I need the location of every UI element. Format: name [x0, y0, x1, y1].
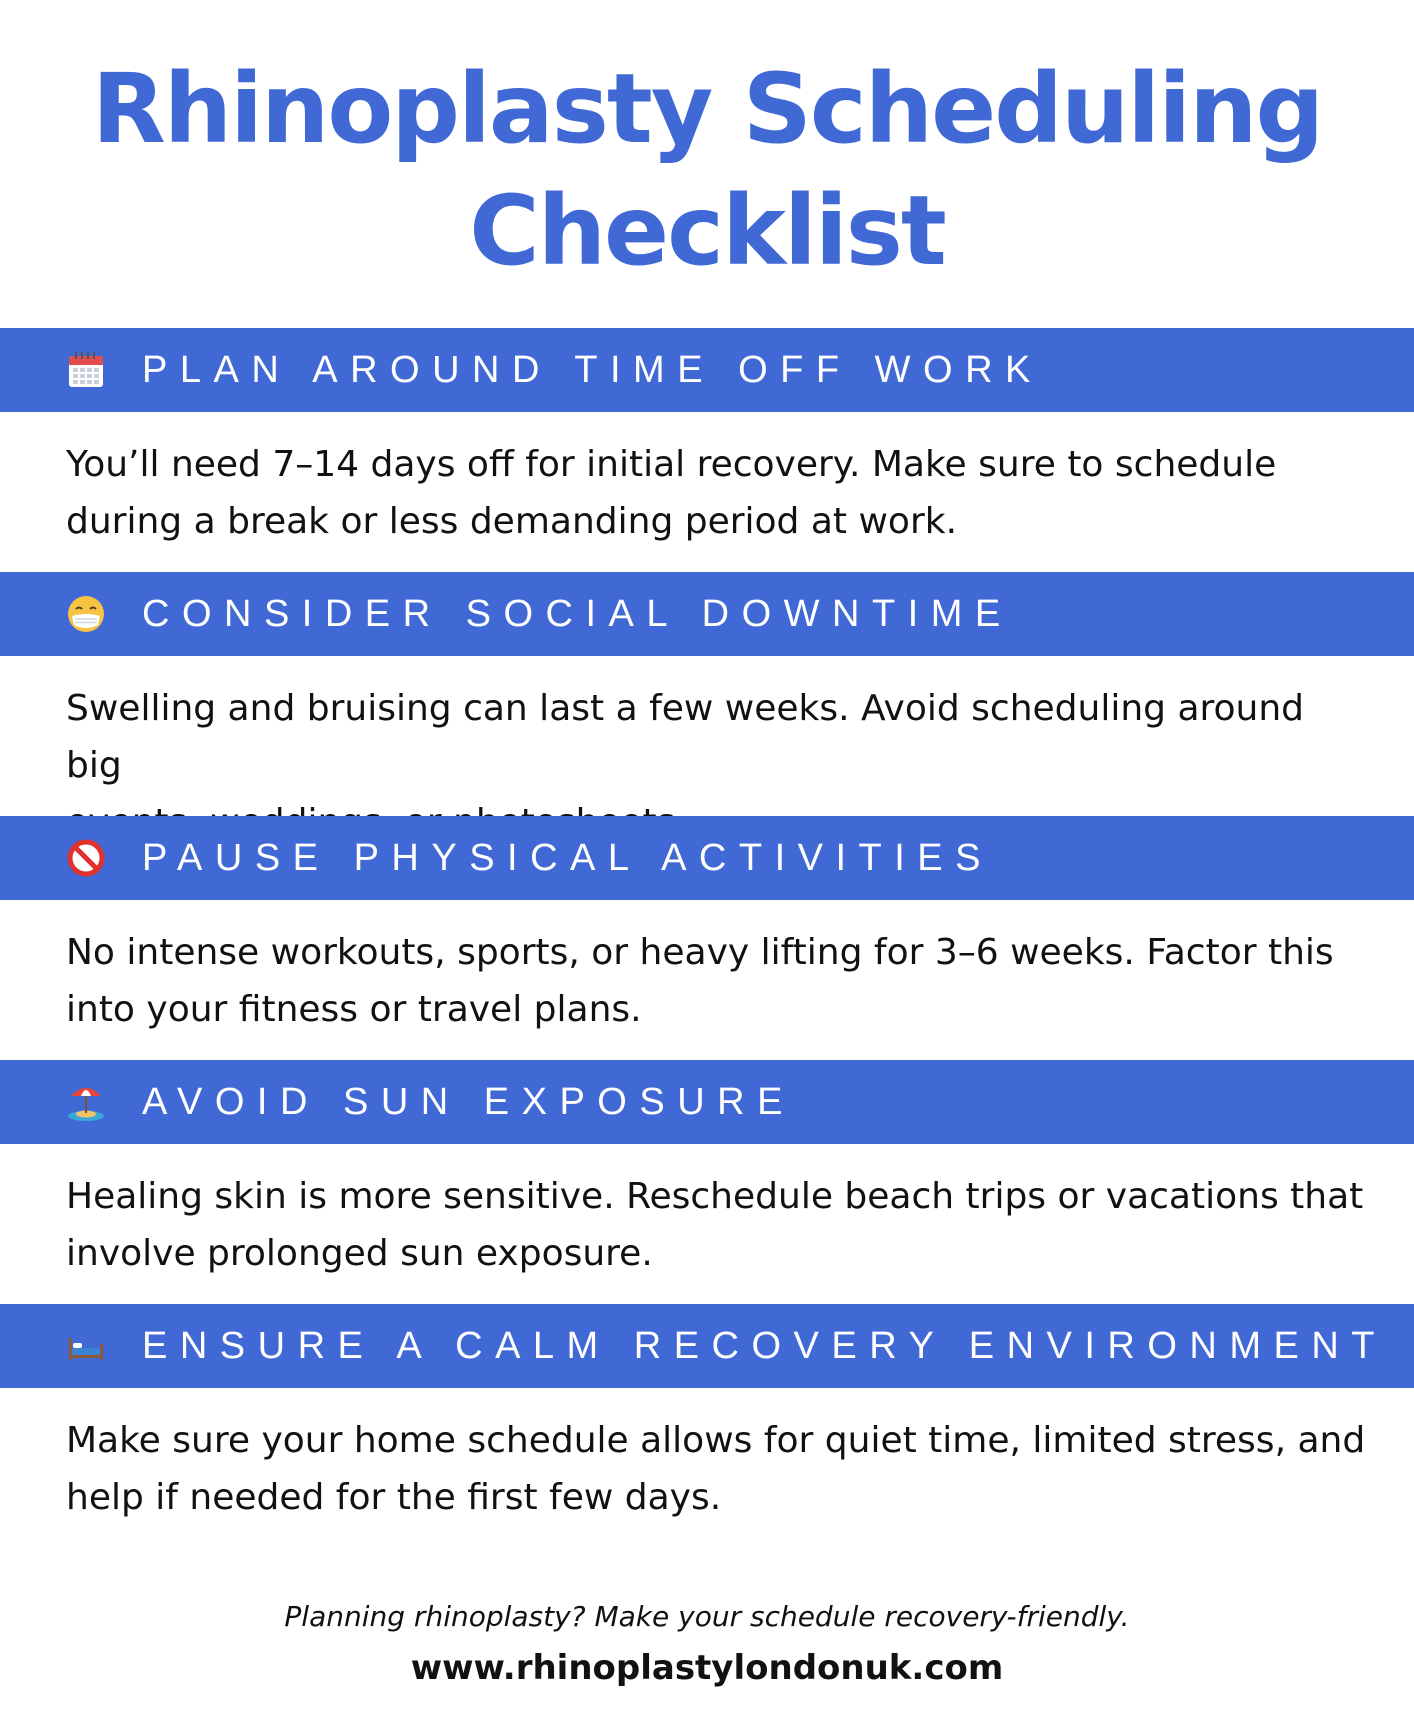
section-text-line: No intense workouts, sports, or heavy lifting for 3–6 weeks. Factor this: [66, 932, 1334, 973]
section-heading: PAUSE PHYSICAL ACTIVITIES: [142, 837, 993, 879]
section-text-line: into your fitness or travel plans.: [66, 989, 642, 1030]
section-text-line: Make sure your home schedule allows for quiet time, limited stress, and: [66, 1420, 1366, 1461]
section-header-physical-activities: [0, 816, 1414, 900]
no-entry-icon: [66, 838, 106, 878]
calendar-icon: [66, 350, 106, 390]
section-body-physical-activities: [66, 924, 1366, 1038]
section-text-line: Healing skin is more sensitive. Reschedule beach trips or vacations that: [66, 1176, 1364, 1217]
title-line-2: Checklist: [469, 175, 945, 287]
section-heading: PLAN AROUND TIME OFF WORK: [142, 349, 1043, 391]
section-header-social-downtime: [0, 572, 1414, 656]
bed-icon: [66, 1326, 106, 1366]
face-mask-icon: [66, 594, 106, 634]
page-title: [0, 48, 1414, 292]
section-heading: CONSIDER SOCIAL DOWNTIME: [142, 593, 1013, 635]
section-body-calm-recovery: [66, 1412, 1366, 1526]
footer-website-link[interactable]: www.rhinoplastylondonuk.com: [410, 1648, 1004, 1688]
beach-umbrella-icon: [66, 1082, 106, 1122]
section-header-calm-recovery: [0, 1304, 1414, 1388]
section-header-time-off: [0, 328, 1414, 412]
section-heading: AVOID SUN EXPOSURE: [142, 1081, 795, 1123]
section-text-line: during a break or less demanding period at work.: [66, 501, 958, 542]
title-line-1: Rhinoplasty Scheduling: [91, 53, 1323, 165]
section-text-line: Swelling and bruising can last a few weeks. Avoid scheduling around big: [66, 688, 1305, 786]
section-text-line: help if needed for the first few days.: [66, 1477, 722, 1518]
section-text-line: You’ll need 7–14 days off for initial recovery. Make sure to schedule: [66, 444, 1277, 485]
section-heading: ENSURE A CALM RECOVERY ENVIRONMENT: [142, 1325, 1388, 1367]
section-body-sun-exposure: [66, 1168, 1366, 1282]
section-text-line: involve prolonged sun exposure.: [66, 1233, 653, 1274]
footer-tagline: Planning rhinoplasty? Make your schedule recovery-friendly.: [284, 1600, 1130, 1633]
section-header-sun-exposure: [0, 1060, 1414, 1144]
section-body-time-off: [66, 436, 1366, 550]
